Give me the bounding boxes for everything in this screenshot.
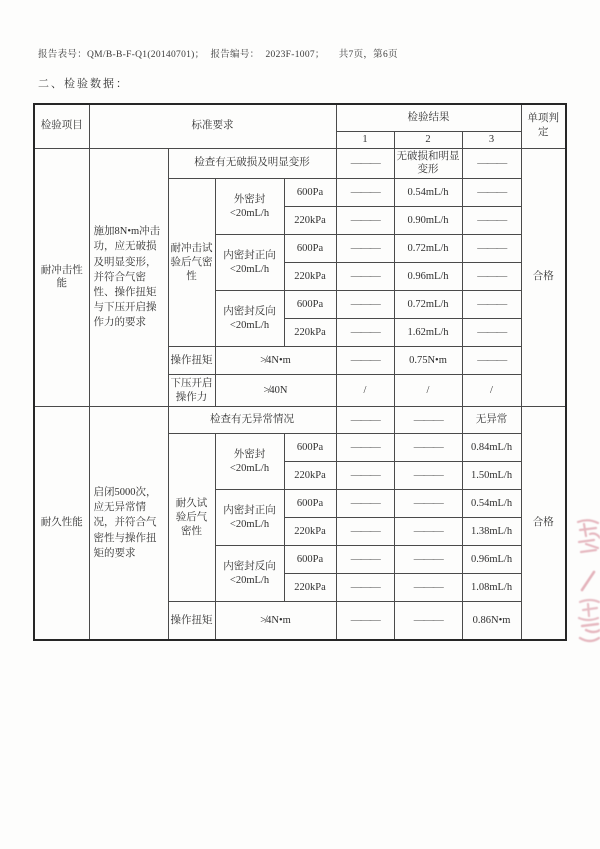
- result-cell: 0.96mL/h: [462, 546, 521, 574]
- result-cell: ———: [336, 574, 394, 602]
- result-cell: 0.72mL/h: [394, 291, 462, 319]
- pressure-cell: 600Pa: [284, 179, 336, 207]
- col-header-standard: 标准要求: [89, 104, 336, 148]
- result-cell: ———: [336, 546, 394, 574]
- press-open-label: 下压开启操作力: [168, 375, 215, 407]
- result-cell: 0.75N•m: [394, 347, 462, 375]
- pressure-cell: 220kPa: [284, 462, 336, 490]
- result-cell: 0.90mL/h: [394, 207, 462, 235]
- result-col-1: 1: [336, 131, 394, 148]
- result-cell: ———: [462, 148, 521, 179]
- test-item-durability: 耐久性能: [34, 407, 89, 640]
- result-cell: ———: [336, 347, 394, 375]
- col-header-judgement: 单项判定: [521, 104, 566, 148]
- result-cell: ———: [462, 319, 521, 347]
- torque-label: 操作扭矩: [168, 602, 215, 640]
- result-cell: ———: [336, 602, 394, 640]
- section-title: 二、检验数据：: [38, 78, 129, 90]
- pressure-cell: 600Pa: [284, 291, 336, 319]
- torque-label: 操作扭矩: [168, 347, 215, 375]
- report-no-value: 2023F-1007；: [265, 50, 325, 60]
- torque-requirement: ≯4N•m: [215, 602, 336, 640]
- result-cell: ———: [394, 462, 462, 490]
- red-seal-stamp-fragment: [574, 514, 600, 648]
- col-header-result: 检验结果: [336, 104, 521, 131]
- seal-name-cell: 内密封正向 <20mL/h: [215, 490, 284, 546]
- result-cell: ———: [336, 291, 394, 319]
- result-cell: ———: [462, 235, 521, 263]
- pressure-cell: 220kPa: [284, 574, 336, 602]
- result-cell: 无破损和明显变形: [394, 148, 462, 179]
- pressure-cell: 220kPa: [284, 518, 336, 546]
- result-cell: ———: [336, 518, 394, 546]
- report-form-label: 报告表号：: [38, 50, 88, 60]
- group-label-impact: 耐冲击试验后气密性: [168, 179, 215, 347]
- press-open-requirement: ≯40N: [215, 375, 336, 407]
- result-cell: ———: [336, 263, 394, 291]
- inspection-data-table: [33, 103, 567, 641]
- result-cell: ———: [336, 179, 394, 207]
- pressure-cell: 220kPa: [284, 207, 336, 235]
- result-cell: ———: [336, 235, 394, 263]
- report-form-number: QM/B-B-F-Q1(20140701)；: [87, 50, 205, 60]
- result-cell: 无异常: [462, 407, 521, 434]
- result-cell: /: [394, 375, 462, 407]
- result-cell: 1.62mL/h: [394, 319, 462, 347]
- result-cell: ———: [336, 407, 394, 434]
- seal-name-cell: 内密封正向 <20mL/h: [215, 235, 284, 291]
- result-cell: 0.54mL/h: [394, 179, 462, 207]
- result-cell: 1.50mL/h: [462, 462, 521, 490]
- seal-name-cell: 外密封 <20mL/h: [215, 434, 284, 490]
- seal-name-cell: 外密封 <20mL/h: [215, 179, 284, 235]
- pressure-cell: 220kPa: [284, 263, 336, 291]
- result-cell: ———: [394, 602, 462, 640]
- pressure-cell: 600Pa: [284, 434, 336, 462]
- result-cell: ———: [394, 434, 462, 462]
- document-meta-line: [38, 46, 398, 60]
- torque-requirement: ≯4N•m: [215, 347, 336, 375]
- result-cell: ———: [394, 407, 462, 434]
- pressure-cell: 600Pa: [284, 235, 336, 263]
- result-cell: ———: [394, 518, 462, 546]
- result-cell: 0.96mL/h: [394, 263, 462, 291]
- result-cell: ———: [394, 490, 462, 518]
- result-cell: ———: [336, 490, 394, 518]
- result-cell: ———: [462, 263, 521, 291]
- result-col-3: 3: [462, 131, 521, 148]
- col-header-item: 检验项目: [34, 104, 89, 148]
- result-cell: /: [336, 375, 394, 407]
- result-cell: 1.08mL/h: [462, 574, 521, 602]
- result-cell: 1.38mL/h: [462, 518, 521, 546]
- result-cell: 0.72mL/h: [394, 235, 462, 263]
- pressure-cell: 600Pa: [284, 490, 336, 518]
- pressure-cell: 600Pa: [284, 546, 336, 574]
- result-cell: ———: [462, 179, 521, 207]
- seal-name-cell: 内密封反向 <20mL/h: [215, 291, 284, 347]
- judgement-impact: 合格: [521, 148, 566, 407]
- result-cell: ———: [462, 347, 521, 375]
- result-cell: ———: [394, 574, 462, 602]
- test-item-impact: 耐冲击性能: [34, 148, 89, 407]
- judgement-durability: 合格: [521, 407, 566, 640]
- result-cell: ———: [462, 291, 521, 319]
- report-no-label: 报告编号：: [210, 50, 260, 60]
- result-col-2: 2: [394, 131, 462, 148]
- standard-durability: 启闭5000次，应无异常情况，并符合气密性与操作扭矩的要求: [89, 407, 168, 640]
- check-label: 检查有无破损及明显变形: [168, 148, 336, 179]
- page-count: 共7页，第6页: [338, 50, 398, 60]
- standard-impact: 施加8N•m冲击功，应无破损及明显变形，并符合气密性、操作扭矩与下压开启操作力的要求: [89, 148, 168, 407]
- result-cell: 0.54mL/h: [462, 490, 521, 518]
- check-label: 检查有无异常情况: [168, 407, 336, 434]
- result-cell: ———: [462, 207, 521, 235]
- seal-name-cell: 内密封反向 <20mL/h: [215, 546, 284, 602]
- result-cell: 0.86N•m: [462, 602, 521, 640]
- result-cell: ———: [336, 462, 394, 490]
- result-cell: 0.84mL/h: [462, 434, 521, 462]
- result-cell: /: [462, 375, 521, 407]
- result-cell: ———: [336, 434, 394, 462]
- group-label-durability: 耐久试验后气密性: [168, 434, 215, 602]
- pressure-cell: 220kPa: [284, 319, 336, 347]
- result-cell: ———: [394, 546, 462, 574]
- result-cell: ———: [336, 207, 394, 235]
- result-cell: ———: [336, 148, 394, 179]
- result-cell: ———: [336, 319, 394, 347]
